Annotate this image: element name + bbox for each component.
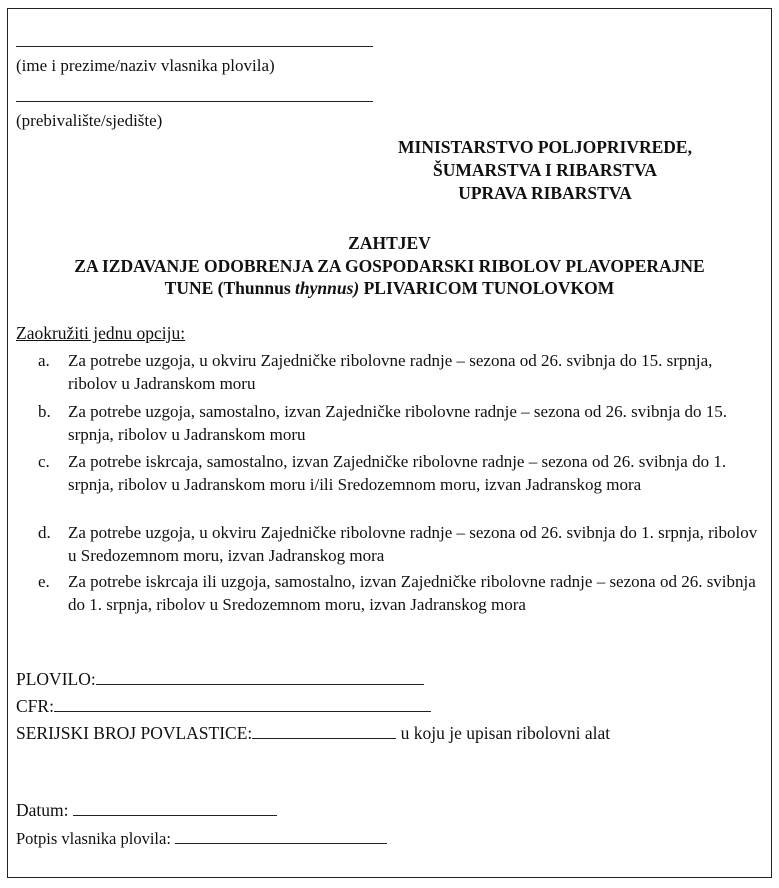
title-line-3-species: thynnus)	[295, 278, 360, 298]
addressee-line-3: UPRAVA RIBARSTVA	[458, 183, 632, 203]
option-letter: d.	[38, 523, 51, 542]
signature-label: Potpis vlasnika plovila:	[16, 829, 171, 848]
vessel-field	[16, 668, 424, 690]
cfr-field	[16, 695, 431, 717]
option-text: Za potrebe uzgoja, u okviru Zajedničke ribolovne radnje – sezona od 26. svibnja do 1. srpnja, ribolov u Sredozemnom moru, izvan Jadranskog mora	[68, 523, 758, 565]
options-heading: Zaokružiti jednu opciju:	[16, 323, 186, 343]
date-label: Datum:	[16, 800, 69, 820]
option-letter: a.	[38, 351, 50, 370]
vessel-label: PLOVILO:	[16, 669, 96, 689]
date-input-line[interactable]	[73, 799, 277, 816]
title-line-2: ZA IZDAVANJE ODOBRENJA ZA GOSPODARSKI RIBOLOV PLAVOPERAJNE	[74, 256, 705, 276]
residence-caption: (prebivalište/sjedište)	[16, 111, 163, 130]
option-letter: b.	[38, 402, 51, 421]
option-letter: c.	[38, 452, 50, 471]
signature-field	[16, 827, 387, 849]
licence-suffix: u koju je upisan ribolovni alat	[400, 723, 611, 743]
title-line-1: ZAHTJEV	[348, 233, 431, 253]
vessel-input-line[interactable]	[96, 668, 424, 685]
addressee-line-2: ŠUMARSTVA I RIBARSTVA	[432, 160, 657, 180]
cfr-input-line[interactable]	[54, 695, 431, 712]
licence-label: SERIJSKI BROJ POVLASTICE:	[16, 723, 253, 743]
title-line-3-end: PLIVARICOM TUNOLOVKOM	[359, 278, 615, 298]
title-line-3	[7, 277, 772, 299]
option-letter: e.	[38, 572, 50, 591]
date-field	[16, 799, 277, 821]
licence-field	[16, 722, 610, 744]
owner-name-line[interactable]	[16, 46, 373, 47]
signature-input-line[interactable]	[175, 827, 387, 844]
option-text: Za potrebe iskrcaja ili uzgoja, samostalno, izvan Zajedničke ribolovne radnje – sezona od 26. svibnja do 1. srpnja, ribolov u Sredozemnom moru, izvan Jadranskog mora	[68, 572, 756, 614]
licence-input-line[interactable]	[252, 722, 396, 739]
owner-name-caption: (ime i prezime/naziv vlasnika plovila)	[16, 56, 275, 75]
option-text: Za potrebe iskrcaja, samostalno, izvan Zajedničke ribolovne radnje – sezona od 26. svibnja do 1. srpnja, ribolov u Jadranskom moru i/ili Sredozemnom moru, izvan Jadranskog mora	[68, 452, 727, 494]
option-text: Za potrebe uzgoja, u okviru Zajedničke ribolovne radnje – sezona od 26. svibnja do 15. srpnja, ribolov u Jadranskom moru	[68, 351, 713, 393]
residence-line[interactable]	[16, 101, 373, 102]
title-line-3-start: TUNE (Thunnus	[164, 278, 296, 298]
cfr-label: CFR:	[16, 696, 54, 716]
addressee-line-1: MINISTARSTVO POLJOPRIVREDE,	[398, 137, 692, 157]
option-text: Za potrebe uzgoja, samostalno, izvan Zajedničke ribolovne radnje – sezona od 26. svibnja do 15. srpnja, ribolov u Jadranskom moru	[68, 402, 728, 444]
